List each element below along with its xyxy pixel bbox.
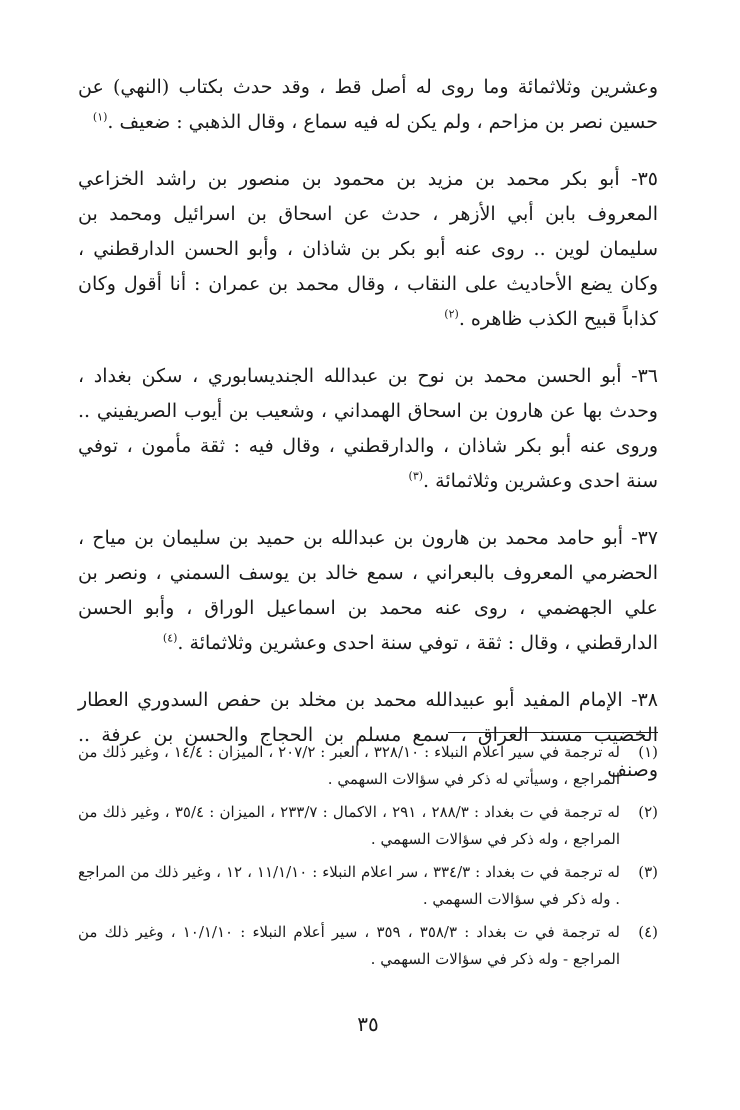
paragraph-text: ٣٧- أبو حامد محمد بن هارون بن عبدالله بن حميد بن سليمان بن مياح ، الحضرمي المعروف بالبعراني ، سمع خالد بن يوسف السمني ، ونصر بن علي الجهضمي ، روى عنه محمد بن اسماعيل الوراق ، وأبو الحسن الدارقطني ، وقال : ثقة ، توفي سنة احدى وعشرين وثلاثمائة . <box>78 527 658 654</box>
paragraph-text: وعشرين وثلاثمائة وما روى له أصل قط ، وقد حدث بكتاب (النهي) عن حسين نصر بن مزاحم ، ولم يكن له فيه سماع ، وقال الذهبي : ضعيف . <box>78 76 658 133</box>
footnote-reference: (١) <box>92 110 108 124</box>
footnote-text: له ترجمة في سير اعلام النبلاء : ٣٢٨/١٠ ، العبر : ٢٠٧/٢ ، الميزان : ١٤/٤ ، وغير ذلك من المراجع ، وسيأتي له ذكر في سؤالات السهمي . <box>78 743 620 788</box>
body-text <box>78 70 658 788</box>
footnote-reference: (٢) <box>444 307 459 321</box>
footnote-number: (١) <box>638 743 658 761</box>
footnote-text: له ترجمة في ت بغداد : ٣٥٨/٣ ، ٣٥٩ ، سير أعلام النبلاء : ١٠/١/١٠ ، وغير ذلك من المراجع - وله ذكر في سؤالات السهمي . <box>78 923 620 968</box>
paragraph-text: ٣٨- الإمام المفيد أبو عبيدالله محمد بن مخلد بن حفص السدوري العطار الخضيب مسند العراق ، سمع مسلم بن الحجاج والحسن بن عرفة .. وصنف <box>78 689 658 781</box>
paragraph-continuation <box>78 70 658 140</box>
footnote-item <box>78 799 658 853</box>
paragraph-text: ٣٥- أبو بكر محمد بن مزيد بن محمود بن منصور بن راشد الخزاعي المعروف بابن أبي الأزهر ، حدث عن اسحاق بن اسرائيل ومحمد بن سليمان لوين .. روى عنه أبو بكر بن شاذان ، وأبو الحسن الدارقطني ، وكان يضع الأحاديث على النقاب ، وقال محمد بن عمران : أنا أقول وكان كذاباً قبيح الكذب ظاهره . <box>78 168 658 330</box>
footnote-item <box>78 859 658 913</box>
paragraph-entry-36 <box>78 359 658 499</box>
footnote-item <box>78 919 658 973</box>
document-page <box>78 70 658 1110</box>
page-number: ٣٥ <box>357 1012 379 1036</box>
footnote-reference: (٤) <box>162 631 178 645</box>
paragraph-entry-37 <box>78 521 658 661</box>
footnote-reference: (٣) <box>408 469 424 483</box>
paragraph-entry-35 <box>78 162 658 337</box>
footnote-number: (٢) <box>638 803 658 821</box>
footnote-item <box>78 739 658 793</box>
footnote-number: (٣) <box>638 863 658 881</box>
footnote-text: له ترجمة في ت بغداد : ٢٨٨/٣ ، ٢٩١ ، الاكمال : ٢٣٣/٧ ، الميزان : ٣٥/٤ ، وغير ذلك من المراجع ، وله ذكر في سؤالات السهمي . <box>78 803 620 848</box>
footnote-number: (٤) <box>638 923 658 941</box>
footnote-divider <box>448 732 658 733</box>
footnotes-section <box>78 732 658 973</box>
paragraph-text: ٣٦- أبو الحسن محمد بن نوح بن عبدالله الجنديسابوري ، سكن بغداد ، وحدث بها عن هارون بن اسحاق الهمداني ، وشعيب بن أيوب الصريفيني .. وروى عنه أبو بكر شاذان ، والدارقطني ، وقال فيه : ثقة مأمون ، توفي سنة احدى وعشرين وثلاثمائة . <box>78 365 658 492</box>
footnote-text: له ترجمة في ت بغداد : ٣٣٤/٣ ، سر اعلام النبلاء : ١١/١/١٠ ، ١٢ ، وغير ذلك من المراجع . وله ذكر في سؤالات السهمي . <box>78 863 621 908</box>
